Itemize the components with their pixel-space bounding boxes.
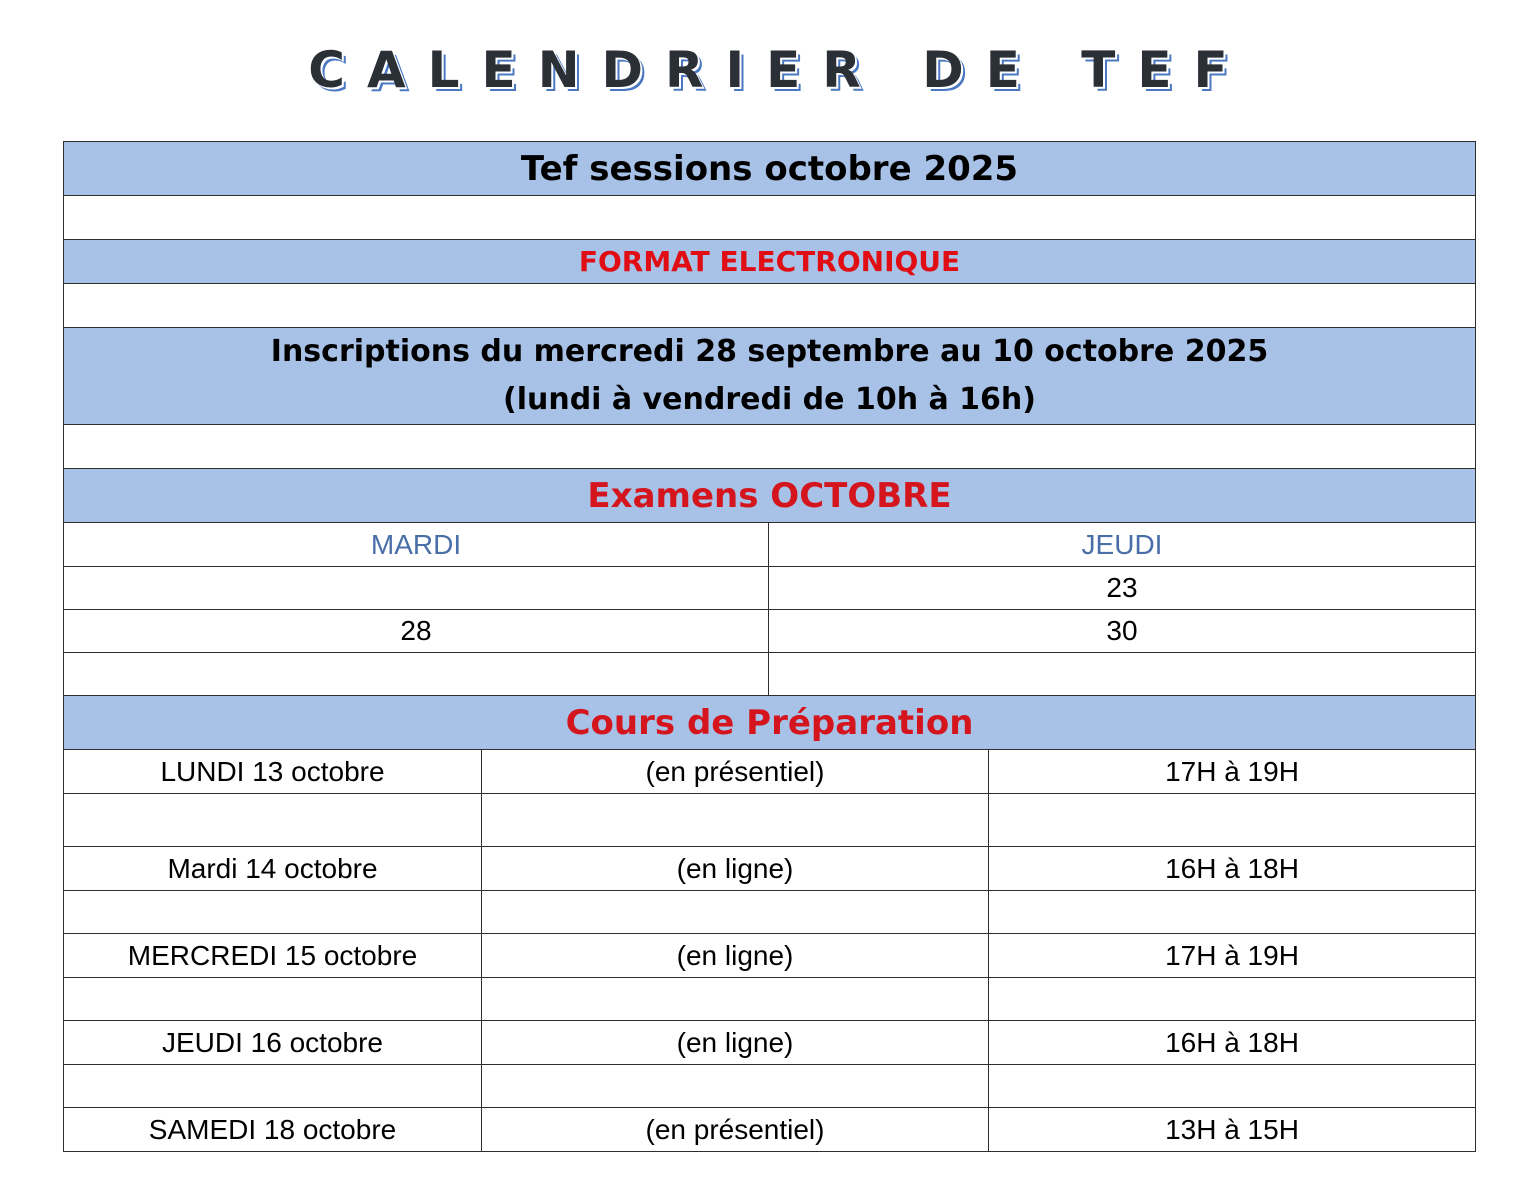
course-row xyxy=(64,1108,1476,1152)
course-hours xyxy=(989,891,1476,934)
exams-header: Examens OCTOBRE xyxy=(64,469,1476,523)
inscriptions-dates: Inscriptions du mercredi 28 septembre au 10 octobre 2025 xyxy=(270,334,1269,369)
course-spacer-row xyxy=(64,794,1476,847)
exam-date-mardi: 28 xyxy=(64,610,769,653)
course-row xyxy=(64,847,1476,891)
exams-columns-row xyxy=(64,523,1476,567)
spacer-row xyxy=(64,196,1476,240)
course-mode: (en présentiel) xyxy=(482,1108,989,1152)
course-mode: (en présentiel) xyxy=(482,750,989,794)
course-mode xyxy=(482,1065,989,1108)
course-spacer-row xyxy=(64,1065,1476,1108)
exam-row xyxy=(64,610,1476,653)
course-row xyxy=(64,934,1476,978)
exam-column-mardi: MARDI xyxy=(64,523,769,567)
empty-cell xyxy=(64,425,1476,469)
course-hours: 17H à 19H xyxy=(989,934,1476,978)
course-mode xyxy=(482,891,989,934)
empty-cell xyxy=(64,284,1476,328)
exam-date-mardi xyxy=(64,653,769,696)
sessions-header: Tef sessions octobre 2025 xyxy=(64,142,1476,196)
course-day xyxy=(64,794,482,847)
course-spacer-row xyxy=(64,978,1476,1021)
course-hours: 17H à 19H xyxy=(989,750,1476,794)
course-hours: 16H à 18H xyxy=(989,847,1476,891)
course-day xyxy=(64,891,482,934)
course-day xyxy=(64,1065,482,1108)
format-row xyxy=(64,240,1476,284)
course-day: SAMEDI 18 octobre xyxy=(64,1108,482,1152)
exam-date-jeudi: 30 xyxy=(769,610,1476,653)
course-day: MERCREDI 15 octobre xyxy=(64,934,482,978)
course-mode: (en ligne) xyxy=(482,1021,989,1065)
spacer-row xyxy=(64,284,1476,328)
exam-row xyxy=(64,567,1476,610)
inscriptions-hours: (lundi à vendredi de 10h à 16h) xyxy=(503,382,1036,417)
spacer-row xyxy=(64,425,1476,469)
exam-row xyxy=(64,653,1476,696)
course-mode xyxy=(482,978,989,1021)
course-hours xyxy=(989,794,1476,847)
courses-header-row xyxy=(64,696,1476,750)
course-mode xyxy=(482,794,989,847)
course-hours: 16H à 18H xyxy=(989,1021,1476,1065)
course-spacer-row xyxy=(64,891,1476,934)
course-hours: 13H à 15H xyxy=(989,1108,1476,1152)
course-hours xyxy=(989,978,1476,1021)
exam-column-jeudi: JEUDI xyxy=(769,523,1476,567)
tef-calendar-table xyxy=(63,141,1476,1152)
course-day: JEUDI 16 octobre xyxy=(64,1021,482,1065)
course-mode: (en ligne) xyxy=(482,847,989,891)
course-hours xyxy=(989,1065,1476,1108)
exam-date-jeudi xyxy=(769,653,1476,696)
format-label: FORMAT ELECTRONIQUE xyxy=(64,240,1476,284)
exam-date-jeudi: 23 xyxy=(769,567,1476,610)
course-row xyxy=(64,750,1476,794)
course-row xyxy=(64,1021,1476,1065)
sessions-header-row xyxy=(64,142,1476,196)
empty-cell xyxy=(64,196,1476,240)
courses-header: Cours de Préparation xyxy=(64,696,1476,750)
inscriptions-cell xyxy=(64,328,1476,425)
course-day: Mardi 14 octobre xyxy=(64,847,482,891)
exams-header-row xyxy=(64,469,1476,523)
exam-date-mardi xyxy=(64,567,769,610)
course-day: LUNDI 13 octobre xyxy=(64,750,482,794)
course-mode: (en ligne) xyxy=(482,934,989,978)
course-day xyxy=(64,978,482,1021)
page-title: CALENDRIER DE TEF xyxy=(308,41,1250,99)
inscriptions-row xyxy=(64,328,1476,425)
